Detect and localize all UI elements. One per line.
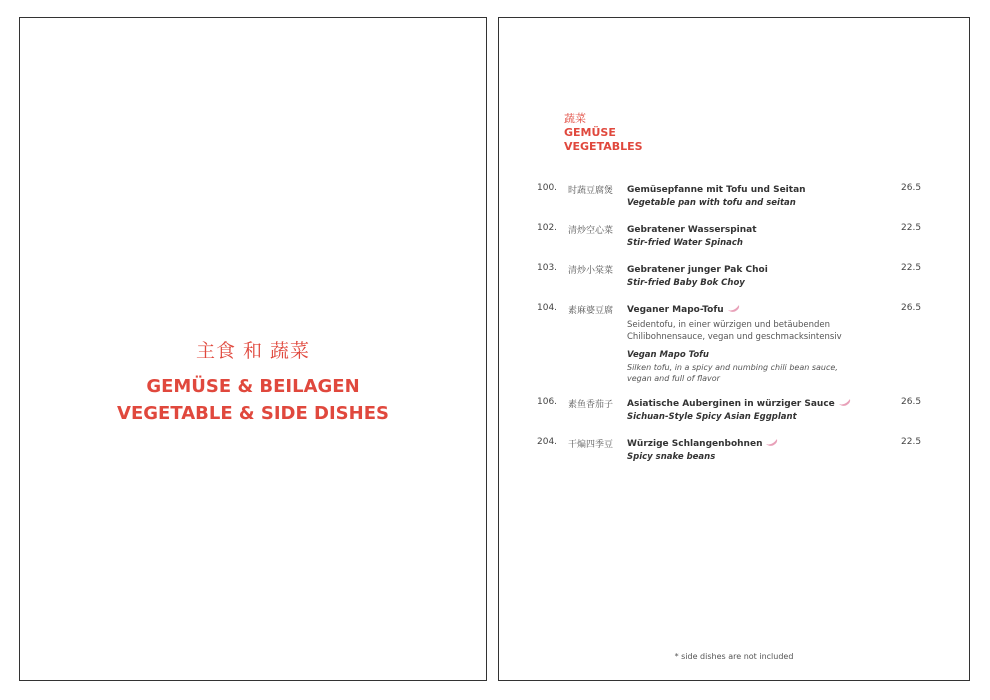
item-chinese-name: 干煸四季豆 [568, 440, 614, 450]
menu-list [499, 183, 971, 477]
menu-item [499, 397, 971, 424]
menu-item [499, 223, 971, 250]
item-name-german: Veganer Mapo-Tofu [627, 305, 724, 315]
item-name-english: Vegan Mapo Tofu [627, 350, 709, 360]
right-page [498, 17, 970, 681]
item-price: 26.5 [901, 303, 922, 313]
item-price: 22.5 [901, 223, 922, 233]
menu-item [499, 303, 971, 384]
item-name-german: Gebratener Wasserspinat [627, 225, 757, 235]
item-number: 100. [537, 183, 558, 193]
cover-german-title: GEMÜSE & BEILAGEN [146, 376, 360, 397]
menu-item [499, 263, 971, 290]
item-price: 22.5 [901, 437, 922, 447]
item-name-english: Stir-fried Baby Bok Choy [627, 278, 745, 288]
section-heading [564, 112, 643, 154]
cover-chinese-title: 主食 和 蔬菜 [195, 340, 311, 362]
footnote: * side dishes are not included [674, 652, 794, 661]
item-name-english: Vegetable pan with tofu and seitan [627, 198, 796, 208]
section-german-title: GEMÜSE [564, 126, 616, 139]
item-number: 104. [537, 303, 558, 313]
item-price: 26.5 [901, 397, 922, 407]
item-price: 22.5 [901, 263, 922, 273]
section-english-title: VEGETABLES [564, 140, 643, 153]
item-number: 106. [537, 397, 558, 407]
item-number: 204. [537, 437, 558, 447]
item-number: 102. [537, 223, 558, 233]
item-name-german: Gebratener junger Pak Choi [627, 265, 768, 275]
item-name-german: Würzige Schlangenbohnen [627, 439, 763, 449]
item-number: 103. [537, 263, 558, 273]
item-name-german: Gemüsepfanne mit Tofu und Seitan [627, 185, 806, 195]
item-chinese-name: 时蔬豆腐煲 [568, 186, 614, 196]
chili-pepper-icon [765, 437, 779, 447]
item-chinese-name: 清炒小棠菜 [568, 266, 614, 276]
cover-english-title: VEGETABLE & SIDE DISHES [117, 403, 389, 424]
menu-item [499, 183, 971, 210]
item-name-english: Spicy snake beans [627, 452, 716, 462]
chili-pepper-icon [838, 397, 852, 407]
item-chinese-name: 素鱼香茄子 [568, 400, 614, 410]
item-price: 26.5 [901, 183, 922, 193]
item-chinese-name: 清炒空心菜 [568, 226, 614, 236]
chili-pepper-icon [727, 303, 741, 313]
item-description-german: Seidentofu, in einer würzigen und betäubenden Chilibohnensauce, vegan und geschmacksintensiv [627, 320, 842, 342]
cover-title [20, 336, 486, 427]
section-chinese-title: 蔬菜 [564, 112, 586, 125]
item-name-german: Asiatische Auberginen in würziger Sauce [627, 399, 835, 409]
item-description-english: Silken tofu, in a spicy and numbing chili bean sauce, vegan and full of flavor [627, 363, 838, 383]
left-page [19, 17, 487, 681]
item-name-english: Stir-fried Water Spinach [627, 238, 743, 248]
item-name-english: Sichuan-Style Spicy Asian Eggplant [627, 412, 797, 422]
menu-item [499, 437, 971, 464]
item-chinese-name: 素麻婆豆腐 [568, 306, 614, 316]
